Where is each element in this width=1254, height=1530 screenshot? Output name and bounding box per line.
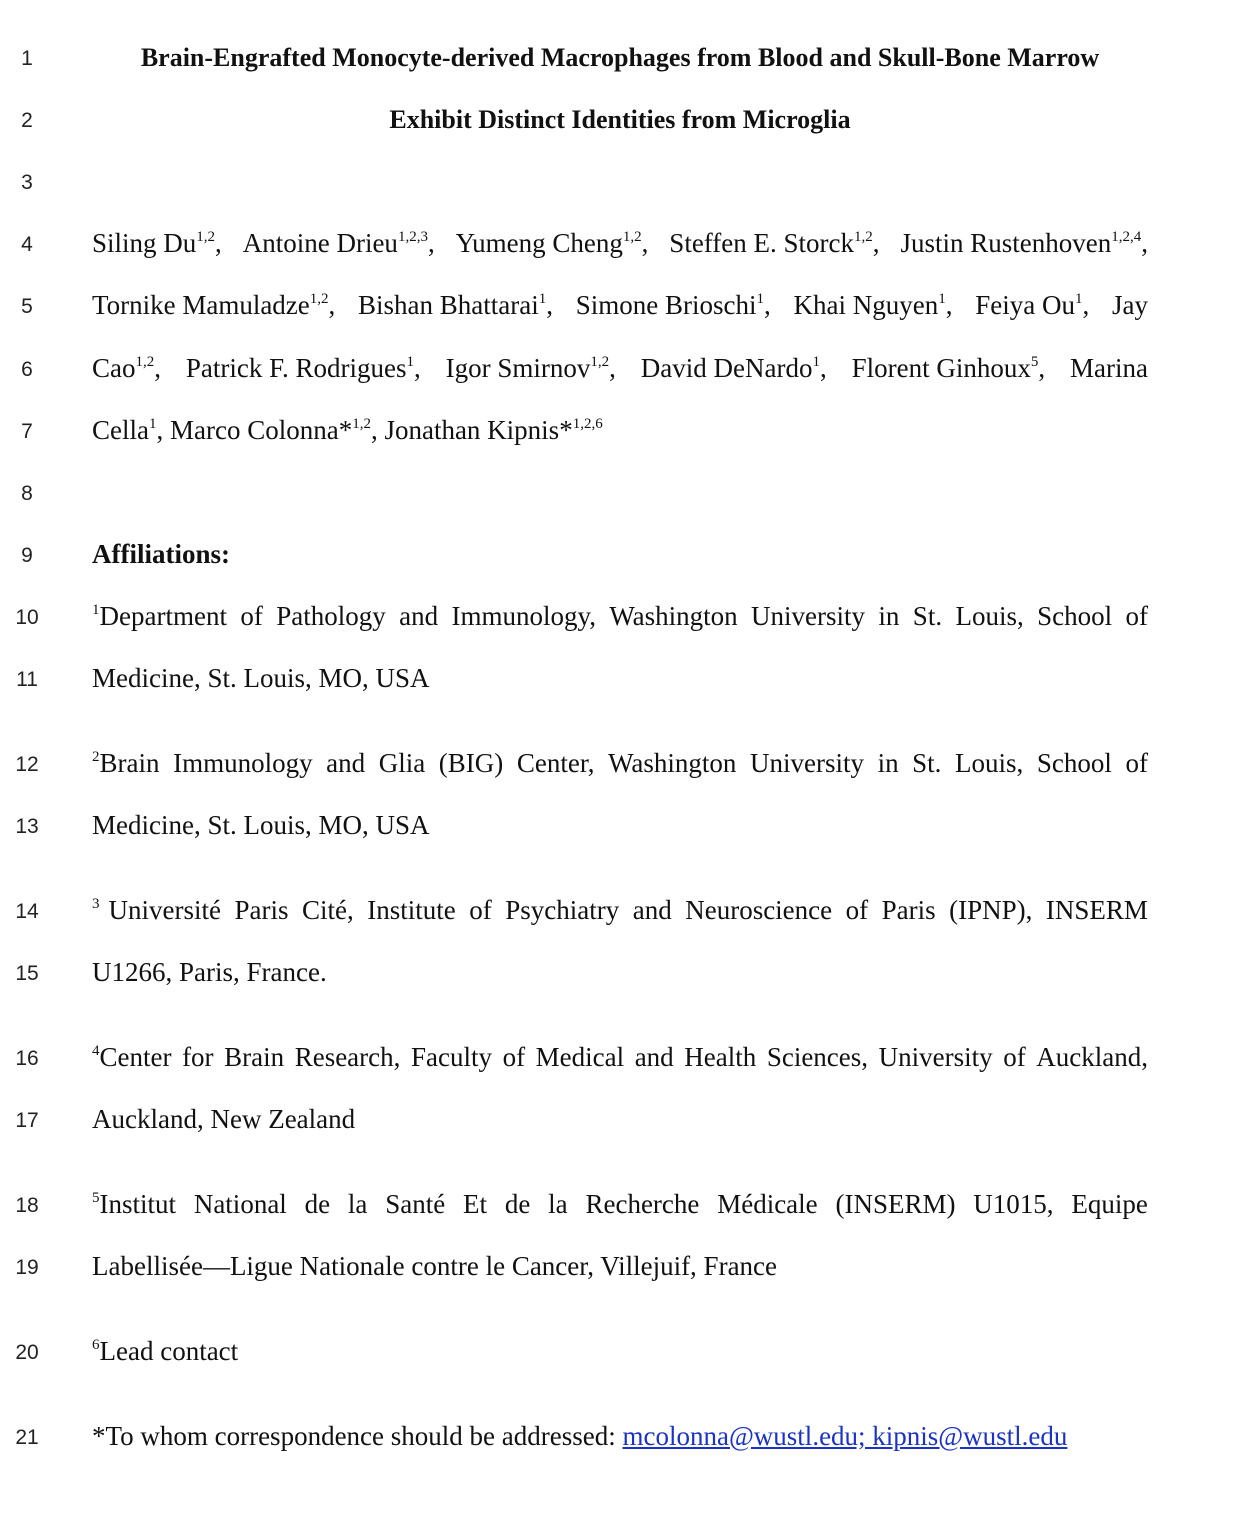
affiliation-word: of	[1125, 748, 1148, 778]
affiliation-word: National	[193, 1189, 287, 1219]
line-number: 10	[15, 606, 39, 629]
affiliation-2-line-1	[92, 750, 1148, 777]
line-number: 7	[21, 420, 33, 443]
line-number: 8	[21, 482, 33, 505]
line-number: 20	[15, 1341, 39, 1364]
author: Marco Colonna*$^{1,2}$,	[169, 415, 378, 445]
affiliation-word: Louis,	[955, 601, 1024, 631]
line-number: 4	[21, 233, 33, 256]
paper-title-line-1: Brain-Engrafted Monocyte-derived Macrophages from Blood and Skull-Bone Marrow	[140, 43, 1100, 72]
author: Patrick F. Rodrigues$^1$,	[185, 353, 421, 383]
affiliation-word: INSERM	[1045, 895, 1148, 925]
line-number: 16	[15, 1047, 39, 1070]
paper-title-line-2: Exhibit Distinct Identities from Microglia	[389, 105, 851, 134]
affiliation-word: Institute	[367, 895, 456, 925]
affiliation-word: Faculty	[410, 1042, 492, 1072]
author: Khai Nguyen$^1$,	[793, 290, 953, 320]
affiliation-word: Center,	[516, 748, 595, 778]
author-list-line-1	[92, 230, 1148, 257]
author-fragment: Cella$^1$,	[92, 415, 164, 445]
affiliation-word: of	[1003, 1042, 1026, 1072]
author: Justin Rustenhoven$^{1,2,4}$,	[900, 228, 1148, 258]
affiliation-word: St.	[912, 601, 943, 631]
affiliation-word: Louis,	[955, 748, 1024, 778]
affiliation-word: Santé	[385, 1189, 446, 1219]
affiliation-word: (IPNP),	[949, 895, 1033, 925]
line-number: 9	[21, 544, 33, 567]
affiliation-word: Neuroscience	[685, 895, 833, 925]
affiliation-word: of	[469, 895, 492, 925]
affiliation-word: U1015,	[973, 1189, 1054, 1219]
affiliation-3-line-1	[92, 897, 1148, 924]
affiliation-word: School	[1037, 601, 1113, 631]
line-number: 1	[21, 47, 33, 70]
affiliation-word: Cité,	[301, 895, 354, 925]
author: Tornike Mamuladze$^{1,2}$,	[92, 290, 336, 320]
affiliation-word: $^3$ Université	[92, 895, 221, 925]
affiliation-word: de	[304, 1189, 331, 1219]
affiliation-word: $^2$Brain	[92, 748, 160, 778]
affiliation-word: Sciences,	[766, 1042, 869, 1072]
affiliation-word: Auckland,	[1036, 1042, 1148, 1072]
affiliation-word: Health	[684, 1042, 757, 1072]
affiliation-word: University	[751, 601, 866, 631]
author-list-line-3	[92, 355, 1148, 382]
author: Steffen E. Storck$^{1,2}$,	[669, 228, 880, 258]
affiliation-word: in	[877, 748, 899, 778]
affiliation-word: for	[182, 1042, 214, 1072]
affiliation-word: Médicale	[717, 1189, 818, 1219]
affiliation-word: Equipe	[1071, 1189, 1148, 1219]
line-number: 11	[16, 668, 38, 691]
correspondence-email-link[interactable]: mcolonna@wustl.edu; kipnis@wustl.edu	[622, 1421, 1068, 1451]
affiliation-4-line-1	[92, 1044, 1148, 1071]
line-number: 5	[21, 295, 33, 318]
affiliation-word: and	[326, 748, 366, 778]
affiliation-word: of	[240, 601, 263, 631]
affiliation-1-line-2: Medicine, St. Louis, MO, USA	[92, 663, 430, 693]
line-number: 17	[15, 1109, 39, 1132]
affiliation-word: $^5$Institut	[92, 1189, 177, 1219]
affiliation-3-line-2: U1266, Paris, France.	[92, 957, 327, 987]
affiliation-word: University	[878, 1042, 993, 1072]
affiliation-word: la	[347, 1189, 368, 1219]
affiliation-word: Immunology,	[451, 601, 596, 631]
line-number: 15	[15, 962, 39, 985]
line-number: 21	[15, 1426, 39, 1449]
affiliation-word: School	[1036, 748, 1112, 778]
affiliation-word: de	[504, 1189, 531, 1219]
affiliation-word: Washington	[609, 601, 738, 631]
affiliation-word: and	[632, 895, 672, 925]
line-number: 13	[15, 815, 39, 838]
author: Feiya Ou$^1$,	[975, 290, 1090, 320]
author-list-line-4	[92, 417, 1148, 444]
affiliation-1-line-1	[92, 603, 1148, 630]
affiliation-word: la	[548, 1189, 568, 1219]
correspondence-line	[92, 1423, 1148, 1450]
affiliation-word: in	[878, 601, 900, 631]
affiliation-5-line-1	[92, 1191, 1148, 1218]
correspondence-label: *To whom correspondence should be addressed:	[92, 1421, 623, 1451]
affiliation-word: (BIG)	[438, 748, 504, 778]
affiliation-word: University	[749, 748, 864, 778]
affiliation-word: Paris	[234, 895, 289, 925]
line-number: 6	[21, 358, 33, 381]
affiliation-word: Washington	[608, 748, 737, 778]
affiliations-heading: Affiliations:	[92, 539, 230, 569]
affiliation-word: Pathology	[276, 601, 386, 631]
author: Bishan Bhattarai$^1$,	[358, 290, 553, 320]
affiliation-6: $^6$Lead contact	[92, 1336, 239, 1366]
affiliation-word: Medical	[535, 1042, 625, 1072]
author: Florent Ginhoux$^5$,	[851, 353, 1046, 383]
line-number: 3	[21, 171, 33, 194]
affiliation-word: Paris	[881, 895, 936, 925]
affiliation-word: Et	[463, 1189, 488, 1219]
author: Yumeng Cheng$^{1,2}$,	[455, 228, 649, 258]
affiliation-4-line-2: Auckland, New Zealand	[92, 1104, 356, 1134]
line-number: 19	[15, 1256, 39, 1279]
affiliation-word: of	[845, 895, 869, 925]
author: Siling Du$^{1,2}$,	[92, 228, 222, 258]
author: Antoine Drieu$^{1,2,3}$,	[242, 228, 435, 258]
affiliation-word: Research,	[294, 1042, 401, 1072]
author-fragment: Cao$^{1,2}$,	[92, 353, 161, 383]
author-list-line-2	[92, 292, 1148, 319]
line-number: 14	[15, 900, 39, 923]
affiliation-word: $^1$Department	[92, 601, 227, 631]
affiliation-word: of	[502, 1042, 526, 1072]
affiliation-word: Immunology	[173, 748, 313, 778]
affiliation-word: Psychiatry	[505, 895, 620, 925]
line-number: 2	[21, 109, 33, 132]
affiliation-word: Recherche	[585, 1189, 700, 1219]
author-fragment: Jay	[1111, 290, 1148, 320]
line-number: 12	[15, 753, 39, 776]
author: Jonathan Kipnis*$^{1,2,6}$	[384, 415, 603, 445]
affiliation-word: (INSERM)	[835, 1189, 956, 1219]
affiliation-2-line-2: Medicine, St. Louis, MO, USA	[92, 810, 430, 840]
affiliation-word: $^4$Center	[92, 1042, 172, 1072]
affiliation-5-line-2: Labellisée—Ligue Nationale contre le Cancer, Villejuif, France	[92, 1251, 778, 1281]
affiliation-word: and	[634, 1042, 674, 1072]
author: David DeNardo$^1$,	[640, 353, 827, 383]
affiliation-word: of	[1125, 601, 1148, 631]
affiliation-word: Glia	[378, 748, 426, 778]
affiliation-word: and	[399, 601, 439, 631]
line-number: 18	[15, 1194, 39, 1217]
author-fragment: Marina	[1069, 353, 1148, 383]
author: Simone Brioschi$^1$,	[575, 290, 771, 320]
author: Igor Smirnov$^{1,2}$,	[445, 353, 616, 383]
affiliation-word: Brain	[224, 1042, 285, 1072]
affiliation-word: St.	[912, 748, 942, 778]
